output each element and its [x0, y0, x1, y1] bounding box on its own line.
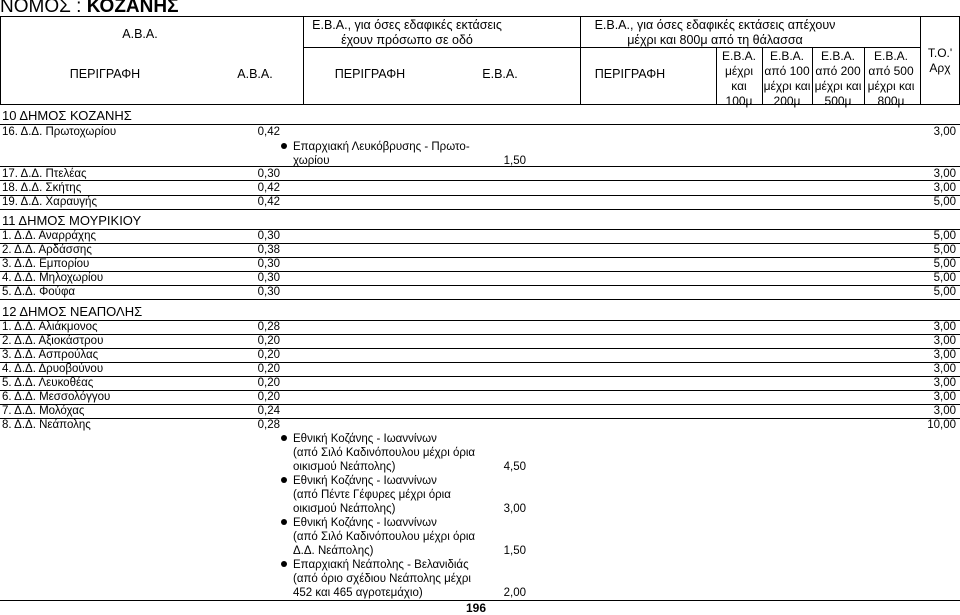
header-sea-col-100: Ε.Β.Α. μέχρι και 100μ — [721, 49, 756, 108]
row-aba: 0,20 — [257, 349, 280, 361]
title-prefix: ΝΟΜΟΣ : — [0, 0, 87, 17]
bullet-icon — [281, 435, 287, 441]
road-line: Επαρχιακή Νεάπολης - Βελανιδιάς — [293, 559, 469, 571]
row-aba: 0,42 — [257, 196, 280, 208]
road-line: (από Σιλό Καδινόπουλου μέχρι όρια — [293, 447, 476, 459]
header-sea-group-line2: μέχρι και 800μ από τη θάλασσα — [627, 33, 803, 47]
row-name: 5. Δ.Δ. Φούφα — [2, 286, 76, 298]
row-name: 16. Δ.Δ. Πρωτοχωρίου — [2, 126, 117, 138]
header-description-1: ΠΕΡΙΓΡΑΦΗ — [69, 67, 141, 81]
row-to: 5,00 — [933, 286, 956, 298]
row-aba: 0,20 — [257, 391, 280, 403]
row-name: 8. Δ.Δ. Νεάπολης — [2, 419, 91, 431]
row-aba: 0,28 — [257, 321, 280, 333]
row-aba: 0,28 — [257, 419, 280, 431]
bullet-icon — [281, 561, 287, 567]
section-title: 10 ΔΗΜΟΣ ΚΟΖΑΝΗΣ — [2, 108, 132, 123]
road-line: Εθνική Κοζάνης - Ιωαννίνων — [293, 517, 437, 529]
row-to: 5,00 — [933, 196, 956, 208]
row-aba: 0,42 — [257, 126, 280, 138]
row-to: 3,00 — [933, 391, 956, 403]
row-aba: 0,30 — [257, 258, 280, 270]
road-line: Εθνική Κοζάνης - Ιωαννίνων — [293, 433, 437, 445]
section-title: 11 ΔΗΜΟΣ ΜΟΥΡΙΚΙΟΥ — [2, 213, 142, 228]
row-aba: 0,42 — [257, 182, 280, 194]
header-sea-col-800: Ε.Β.Α. από 500 μέχρι και 800μ — [867, 49, 915, 108]
row-name: 19. Δ.Δ. Χαραυγής — [2, 196, 97, 208]
road-eba: 3,00 — [503, 503, 526, 515]
road-eba: 1,50 — [503, 545, 526, 557]
header-aba: Α.Β.Α. — [237, 67, 273, 81]
row-aba: 0,24 — [257, 405, 280, 417]
row-name: 5. Δ.Δ. Λευκοθέας — [2, 377, 94, 389]
row-to: 3,00 — [933, 363, 956, 375]
page-number: 196 — [466, 601, 487, 615]
row-name: 1. Δ.Δ. Αναρράχης — [2, 230, 97, 242]
row-name: 7. Δ.Δ. Μολόχας — [2, 405, 85, 417]
row-aba: 0,38 — [257, 244, 280, 256]
row-name: 4. Δ.Δ. Δρυοβούνου — [2, 363, 104, 375]
row-name: 4. Δ.Δ. Μηλοχωρίου — [2, 272, 104, 284]
row-to: 3,00 — [933, 405, 956, 417]
road-line: Επαρχιακή Λευκόβρυσης - Πρωτο- — [293, 141, 470, 153]
row-aba: 0,20 — [257, 377, 280, 389]
row-to: 3,00 — [933, 182, 956, 194]
row-to: 3,00 — [933, 168, 956, 180]
row-name: 3. Δ.Δ. Ασπρούλας — [2, 349, 99, 361]
row-to: 5,00 — [933, 272, 956, 284]
row-to: 3,00 — [933, 321, 956, 333]
header-description-2: ΠΕΡΙΓΡΑΦΗ — [334, 67, 406, 81]
bullet-icon — [281, 477, 287, 483]
row-name: 3. Δ.Δ. Εμπορίου — [2, 258, 90, 270]
road-line: 452 και 465 αγροτεμάχιο) — [293, 587, 423, 599]
bullet-icon — [281, 519, 287, 525]
row-aba: 0,30 — [257, 168, 280, 180]
row-name: 2. Δ.Δ. Αρδάσσης — [2, 244, 92, 256]
row-aba: 0,30 — [257, 272, 280, 284]
row-to: 3,00 — [933, 126, 956, 138]
row-name: 17. Δ.Δ. Πτελέας — [2, 168, 87, 180]
row-name: 1. Δ.Δ. Αλιάκμονος — [2, 321, 98, 333]
road-eba: 2,00 — [503, 587, 526, 599]
row-aba: 0,30 — [257, 286, 280, 298]
road-line: χωρίου — [293, 155, 330, 167]
header-road-group-line1: Ε.Β.Α., για όσες εδαφικές εκτάσεις — [312, 18, 502, 32]
header-sea-col-200: Ε.Β.Α. από 100 μέχρι και 200μ — [763, 49, 811, 108]
header-road-group-line2: έχουν πρόσωπο σε οδό — [341, 33, 473, 47]
road-eba: 4,50 — [503, 461, 526, 473]
header-to-arch: Τ.Ο.' Αρχ — [927, 46, 953, 75]
section-title: 12 ΔΗΜΟΣ ΝΕΑΠΟΛΗΣ — [2, 304, 143, 319]
row-name: 18. Δ.Δ. Σκήτης — [2, 182, 82, 194]
header-sea-group-line1: Ε.Β.Α., για όσες εδαφικές εκτάσεις απέχουν — [594, 18, 836, 32]
row-aba: 0,20 — [257, 335, 280, 347]
row-to: 3,00 — [933, 335, 956, 347]
row-to: 3,00 — [933, 377, 956, 389]
row-to: 5,00 — [933, 258, 956, 270]
header-description-3: ΠΕΡΙΓΡΑΦΗ — [594, 67, 666, 81]
road-line: οικισμού Νεάπολης) — [293, 503, 396, 515]
header-eba: Ε.Β.Α. — [482, 67, 518, 81]
road-line: οικισμού Νεάπολης) — [293, 461, 396, 473]
row-name: 6. Δ.Δ. Μεσσολόγγου — [2, 391, 111, 403]
road-line: Δ.Δ. Νεάπολης) — [293, 545, 374, 557]
row-to: 3,00 — [933, 349, 956, 361]
road-line: (από Πέντε Γέφυρες μέχρι όρια — [293, 489, 451, 501]
title-prefecture: ΚΟΖΑΝΗΣ — [86, 0, 179, 17]
row-to: 5,00 — [933, 230, 956, 242]
row-name: 2. Δ.Δ. Αξιοκάστρου — [2, 335, 104, 347]
row-aba: 0,30 — [257, 230, 280, 242]
header-aba-top: Α.Β.Α. — [122, 27, 158, 41]
row-to: 5,00 — [933, 244, 956, 256]
row-aba: 0,20 — [257, 363, 280, 375]
road-line: (από Σιλό Καδινόπουλου μέχρι όρια — [293, 531, 476, 543]
road-line: (από όριο σχέδιου Νεάπολης μέχρι — [293, 573, 471, 585]
road-line: Εθνική Κοζάνης - Ιωαννίνων — [293, 475, 437, 487]
header-sea-col-500: Ε.Β.Α. από 200 μέχρι και 500μ — [814, 49, 862, 108]
bullet-icon — [281, 143, 287, 149]
row-to: 10,00 — [927, 419, 956, 431]
road-eba: 1,50 — [503, 155, 526, 167]
